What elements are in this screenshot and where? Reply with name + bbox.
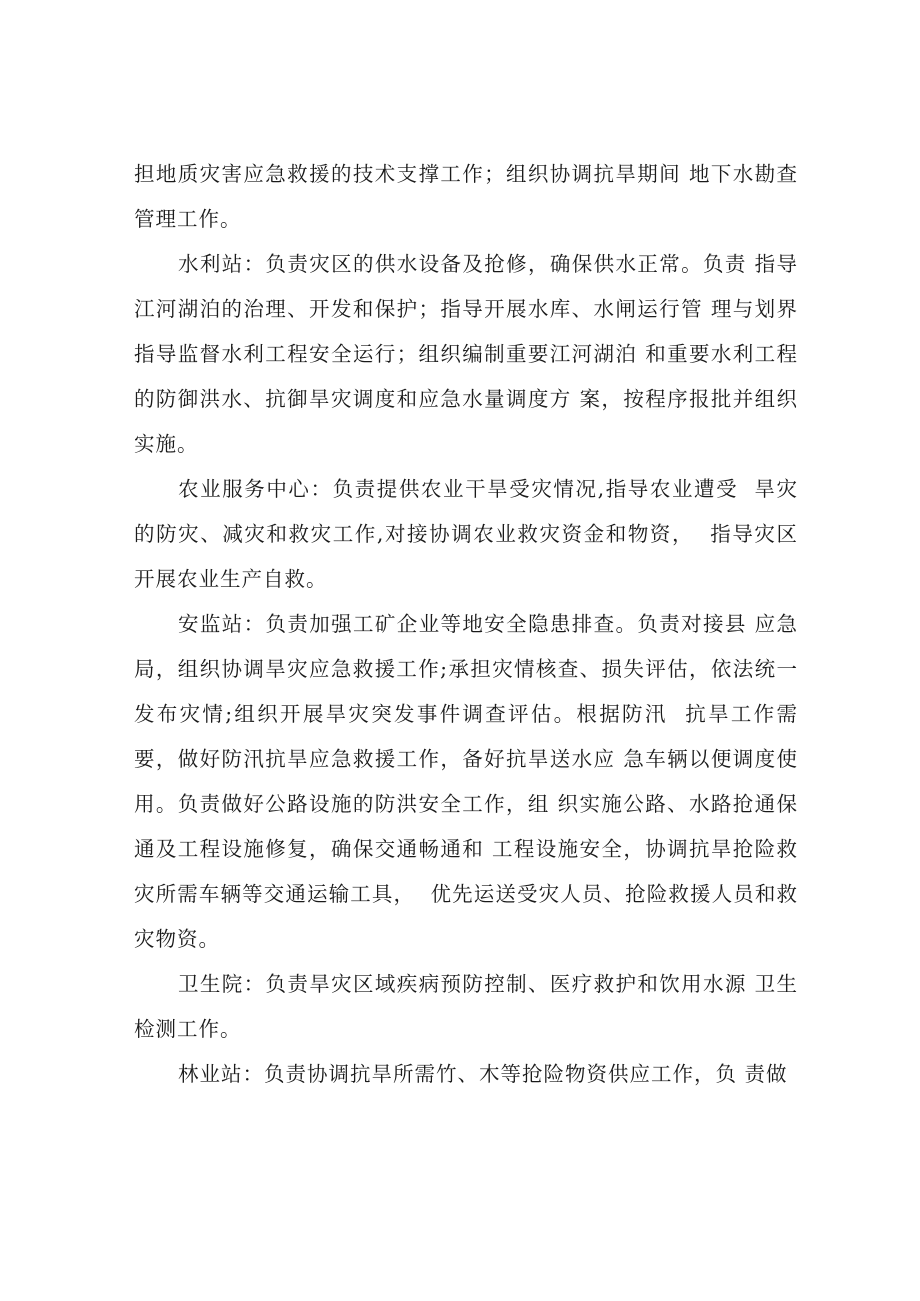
document-body (134, 152, 798, 1097)
paragraph-water-station: 水利站：负责灾区的供水设备及抢修，确保供水正常。负责 指导江河湖泊的治理、开发和保护；指导开展水库、水闸运行管 理与划界指导监督水利工程安全运行；组织编制重要江河湖泊 和重要水利工程的防御洪水、抗御旱灾调度和应急水量调度方 案，按程序报批并组织实施。 (134, 252, 798, 456)
paragraph-forestry-station: 林业站：负责协调抗旱所需竹、木等抢险物资供应工作，负 责做 (178, 1062, 788, 1086)
paragraph-safety-station: 安监站：负责加强工矿企业等地安全隐患排查。负责对接县 应急局，组织协调旱灾应急救援工作;承担灾情核查、损失评估，依法统一发布灾情;组织开展旱灾突发事件调查评估。根据防汛 抗旱工作需要，做好防汛抗旱应急救援工作，备好抗旱送水应 急车辆以便调度使用。负责做好公路设施的防洪安全工作，组 织实施公路、水路抢通保通及工程设施修复，确保交通畅通和 工程设施安全，协调抗旱抢险救灾所需车辆等交通运输工具， 优先运送受灾人员、抢险救援人员和救灾物资。 (134, 612, 798, 951)
paragraph-geology-continuation: 担地质灾害应急救援的技术支撑工作；组织协调抗旱期间 地下水勘查管理工作。 (134, 162, 798, 231)
paragraph-health-center: 卫生院：负责旱灾区域疾病预防控制、医疗救护和饮用水源 卫生检测工作。 (134, 972, 798, 1041)
paragraph-agri-service-center: 农业服务中心：负责提供农业干旱受灾情况,指导农业遭受 旱灾的防灾、减灾和救灾工作,对接协调农业救灾资金和物资， 指导灾区开展农业生产自救。 (134, 477, 798, 591)
